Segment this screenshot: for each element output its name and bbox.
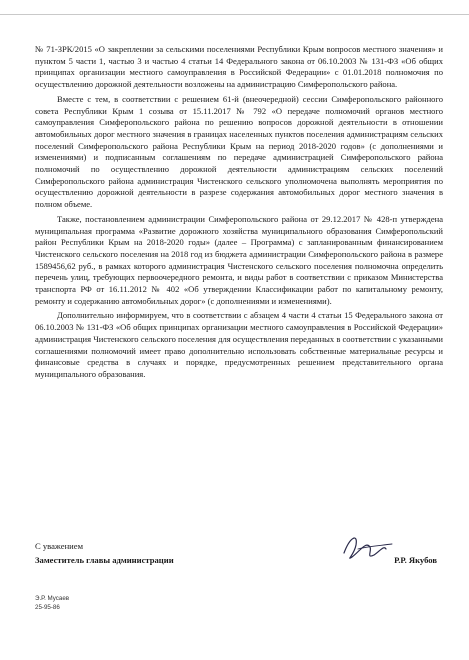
paragraph-legal-basis: № 71-ЗРК/2015 «О закреплении за сельскими поселениями Республики Крым вопросов местного значения» и пунктом 5 части 1, частью 3 и частью 4 статьи 14 Федерального закона от 06.10.2003 № 131-ФЗ «Об общих принципах организации местного самоуправления в Российской Федерации» с 01.01.2018 полномочия по осуществлению дорожной деятельности возложены на администрацию Симферопольского района.: [35, 44, 443, 90]
paragraph-additional-info: Дополнительно информируем, что в соответствии с абзацем 4 части 4 статьи 15 Федерального закона от 06.10.2003 № 131-ФЗ «Об общих принципах организации местного самоуправления в Российской Федерации» администрация Чистенского сельского поселения для осуществления переданных в соответствии с указанными соглашениями полномочий имеет право дополнительно использовать собственные материальные ресурсы и финансовые средства в случаях и порядке, предусмотренных решением представительного органа муниципального образования.: [35, 310, 443, 379]
executor-phone: 25-95-86: [35, 603, 60, 611]
signatory-name: Р.Р. Якубов: [394, 555, 437, 565]
paragraph-municipal-program: Также, постановлением администрации Симферопольского района от 29.12.2017 № 428-п утверждена муниципальная программа «Развитие дорожного хозяйства муниципального образования Симферопольский район Республики Крым на 2018-2020 годы» (далее – Программа) с запланированным финансированием Чистенского сельского поселения на 2018 год из бюджета администрации Симферопольского района в размере 1589456,62 руб., в рамках которого администрация Чистенского сельского поселения полномочна определить перечень улиц, требующих первоочередного ремонта, и виды работ в соответствии с приказом Министерства транспорта РФ от 16.11.2012 № 402 «Об утверждении Классификации работ по капитальному ремонту, ремонту и содержанию автомобильных дорог» (с дополнениями и изменениями).: [35, 213, 443, 306]
executor-info: [35, 595, 69, 612]
executor-name: Э.Р. Мусаев: [35, 595, 70, 602]
page-top-edge: [0, 14, 469, 15]
closing-greeting: С уважением: [35, 541, 84, 551]
handwritten-signature: [336, 527, 396, 567]
paragraph-council-decision: Вместе с тем, в соответствии с решением 61-й (внеочередной) сессии Симферопольского районного совета Республики Крым 1 созыва от 15.11.2017 № 792 «О передаче полномочий органов местного самоуправления Симферопольского района по решению вопросов дорожной деятельности в отношении автомобильных дорог местного значения в границах населенных пунктов поселения администрациям сельских поселений Симферопольского района Республики Крым на период 2018-2020 годов» (с дополнениями и изменениями) и подписанным соглашениям по передаче администрацией Симферопольского района полномочий по осуществлению дорожной деятельности администрациям сельских поселений Симферопольского района администрация Чистенского сельского уполномочена выполнять мероприятия по осуществлению дорожной деятельности в разрезе содержания автомобильных дорог местного значения в полном объеме.: [35, 93, 443, 210]
letter-body: [35, 44, 443, 381]
signatory-position: Заместитель главы администрации: [35, 555, 174, 565]
